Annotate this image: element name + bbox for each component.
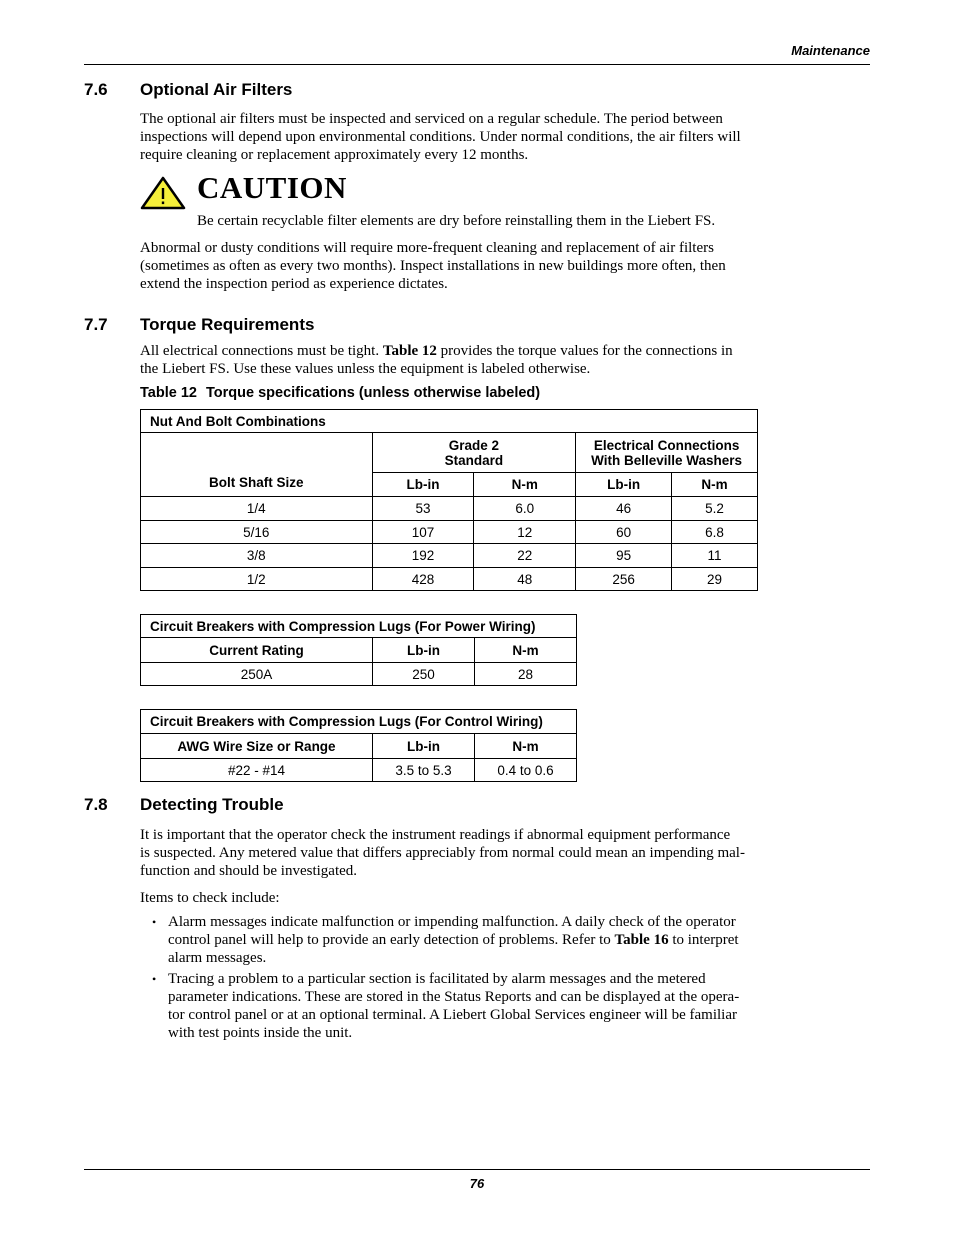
- table-row: [141, 759, 577, 782]
- table-cell: 6.0: [474, 497, 576, 521]
- section-title: Detecting Trouble: [140, 795, 284, 814]
- table-cell: 256: [576, 568, 672, 591]
- table-cell: 29: [672, 568, 758, 591]
- table-cell: 107: [372, 521, 474, 544]
- text-line: (sometimes as often as every two months). Inspect installations in new buildings more often, then: [140, 258, 726, 274]
- table-cell: 53: [372, 497, 474, 521]
- nut-bolt-torque-table: [140, 409, 758, 591]
- table-row: [141, 663, 577, 686]
- column-header: Current Rating: [141, 638, 373, 663]
- table-cell: 60: [576, 521, 672, 544]
- text-line: The optional air filters must be inspected and serviced on a regular schedule. The period between: [140, 111, 723, 127]
- list-item: [152, 913, 870, 967]
- check-items-list: [152, 913, 870, 1045]
- warning-triangle-icon: [140, 176, 186, 210]
- table-cell: 3/8: [141, 544, 373, 568]
- grade2-header: Grade 2 Standard: [372, 433, 576, 473]
- electrical-header: Electrical Connections With Belleville Washers: [576, 433, 758, 473]
- section-number: 7.8: [84, 795, 108, 814]
- text-span: control panel will help to provide an early detection of problems. Refer to: [168, 932, 615, 948]
- table-cell: #22 - #14: [141, 759, 373, 782]
- table-caption-text: Torque specifications (unless otherwise labeled): [206, 385, 541, 401]
- text-line: inspections will depend upon environmental conditions. Under normal conditions, the air filters will: [140, 129, 741, 145]
- table-cell: 0.4 to 0.6: [475, 759, 577, 782]
- text-span: provides the torque values for the connections in: [436, 343, 733, 359]
- column-header: N-m: [475, 638, 577, 663]
- table-cell: 250A: [141, 663, 373, 686]
- text-span: to interpret: [668, 932, 739, 948]
- text-line: Tracing a problem to a particular section is facilitated by alarm messages and the metered: [168, 971, 706, 987]
- text-line: alarm messages.: [168, 950, 267, 966]
- paragraph-air-filters-after: [140, 239, 866, 293]
- text-line: [168, 931, 870, 949]
- table-cell: 95: [576, 544, 672, 568]
- section-heading-7-7: [84, 315, 314, 335]
- table-cell: 6.8: [672, 521, 758, 544]
- text-line: Alarm messages indicate malfunction or impending malfunction. A daily check of the operator: [168, 914, 736, 930]
- table-row: [141, 568, 758, 591]
- table-cell: 48: [474, 568, 576, 591]
- table-reference-link[interactable]: Table 12: [382, 343, 437, 359]
- table-row: [141, 544, 758, 568]
- text-line: [140, 342, 866, 360]
- table-caption: [140, 385, 540, 401]
- header-rule: [84, 64, 870, 65]
- column-header: N-m: [475, 734, 577, 759]
- text-line: require cleaning or replacement approximately every 12 months.: [140, 147, 529, 163]
- table-cell: 1/2: [141, 568, 373, 591]
- section-number: 7.6: [84, 80, 108, 99]
- power-wiring-torque-table: [140, 614, 577, 686]
- section-heading-7-8: [84, 795, 284, 815]
- section-title: Optional Air Filters: [140, 80, 293, 99]
- table-title: Circuit Breakers with Compression Lugs (For Power Wiring): [141, 615, 577, 638]
- table-cell: 250: [373, 663, 475, 686]
- table-cell: 12: [474, 521, 576, 544]
- table-cell: 3.5 to 5.3: [373, 759, 475, 782]
- table-reference-link[interactable]: Table 16: [614, 932, 669, 948]
- table-cell: 5/16: [141, 521, 373, 544]
- paragraph-items-to-check: Items to check include:: [140, 890, 280, 906]
- column-header: Lb-in: [372, 473, 474, 497]
- table-cell: 1/4: [141, 497, 373, 521]
- bolt-shaft-size-header: Bolt Shaft Size: [141, 433, 373, 497]
- table-cell: 22: [474, 544, 576, 568]
- bullet-icon: •: [152, 915, 157, 929]
- text-line: with test points inside the unit.: [168, 1025, 353, 1041]
- section-number: 7.7: [84, 315, 108, 334]
- table-cell: 28: [475, 663, 577, 686]
- bullet-icon: •: [152, 972, 157, 986]
- footer-rule: [84, 1169, 870, 1170]
- column-header: N-m: [474, 473, 576, 497]
- column-header: AWG Wire Size or Range: [141, 734, 373, 759]
- column-header: Lb-in: [373, 638, 475, 663]
- table-caption-label: Table 12: [140, 385, 197, 401]
- caution-title: CAUTION: [197, 170, 347, 205]
- column-header: Lb-in: [576, 473, 672, 497]
- table-cell: 5.2: [672, 497, 758, 521]
- text-span: All electrical connections must be tight.: [140, 343, 383, 359]
- table-row: [141, 497, 758, 521]
- list-item: [152, 970, 870, 1042]
- paragraph-detecting-trouble: [140, 826, 866, 880]
- section-heading-7-6: [84, 80, 292, 100]
- paragraph-torque-intro: [140, 342, 866, 378]
- column-header: Lb-in: [373, 734, 475, 759]
- table-cell: 46: [576, 497, 672, 521]
- table-cell: 11: [672, 544, 758, 568]
- section-title: Torque Requirements: [140, 315, 315, 334]
- text-line: It is important that the operator check the instrument readings if abnormal equipment performance: [140, 827, 731, 843]
- table-title: Nut And Bolt Combinations: [141, 410, 758, 433]
- text-line: function and should be investigated.: [140, 863, 358, 879]
- table-row: [141, 521, 758, 544]
- running-header: Maintenance: [791, 43, 870, 58]
- text-line: parameter indications. These are stored in the Status Reports and can be displayed at the opera-: [168, 989, 740, 1005]
- text-line: extend the inspection period as experience dictates.: [140, 276, 448, 292]
- caution-text: Be certain recyclable filter elements are dry before reinstalling them in the Liebert FS.: [197, 213, 716, 229]
- table-title: Circuit Breakers with Compression Lugs (For Control Wiring): [141, 710, 577, 734]
- page-number: 76: [469, 1176, 485, 1191]
- column-header: N-m: [672, 473, 758, 497]
- text-line: is suspected. Any metered value that differs appreciably from normal could mean an impending mal-: [140, 845, 745, 861]
- table-cell: 428: [372, 568, 474, 591]
- paragraph-air-filters-intro: [140, 110, 866, 164]
- control-wiring-torque-table: [140, 709, 577, 782]
- table-cell: 192: [372, 544, 474, 568]
- text-line: tor control panel or at an optional terminal. A Liebert Global Services engineer will be familiar: [168, 1007, 737, 1023]
- text-line: Abnormal or dusty conditions will require more-frequent cleaning and replacement of air filters: [140, 240, 714, 256]
- text-line: the Liebert FS. Use these values unless the equipment is labeled otherwise.: [140, 361, 591, 377]
